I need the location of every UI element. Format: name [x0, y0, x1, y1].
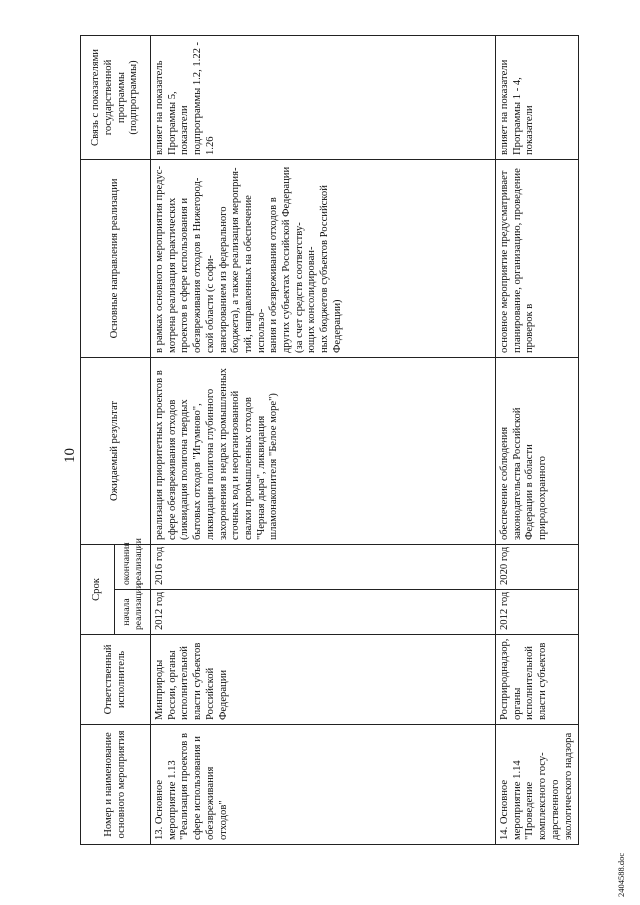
- cell-num-name: [151, 725, 496, 845]
- cell-result: реализация приоритетных проектов в сфере обезвреживания отходов (ликвидация полигона твердых бытовых отходов "Игумново", ликвидация полигона глубинного захоронения в недрах промышленных сточных вод и неорганизованной свалки промышленных отходов "Черная дыра", ликвидация шламонакопителя "Белое море"): [151, 358, 496, 545]
- row-number: 13.: [154, 826, 165, 840]
- row-number: 14.: [499, 826, 510, 840]
- cell-end: 2016 год: [151, 545, 496, 590]
- header-result: Ожидаемый результат: [81, 358, 151, 545]
- page-number: 10: [62, 448, 78, 463]
- header-term-end: окончания реализации: [115, 545, 151, 590]
- header-directions: Основные направления реализации: [81, 160, 151, 358]
- header-term: Срок: [81, 545, 115, 635]
- cell-num-name: [496, 725, 579, 845]
- cell-link: влияет на показатели Программы 1 - 4, показатели: [496, 36, 579, 160]
- header-term-start: начала реализации: [115, 590, 151, 635]
- cell-directions: в рамках основного мероприятия предус- мотрена реализация практических проектов в сфере использования и обезвреживания отходов в Нижегород- ской области (с софи- нансированием из федерального бюджета), а также реализация мероприя- тий, направленных на обеспечение использо- вания и обезвреживания отходов в других субъектах Российской Федерации (за счет средств соответству- ющих консолидирован- ных бюджетов субъектов Российской Федерации): [151, 160, 496, 358]
- cell-result: обеспечение соблюдения законодательства Российской Федерации в области природоохранного: [496, 358, 579, 545]
- table-row: [151, 36, 496, 845]
- cell-executor: Минприроды России, органы исполнительной власти субъектов Российской Федерации: [151, 635, 496, 725]
- cell-end: 2020 год: [496, 545, 579, 590]
- cell-start: 2012 год: [496, 590, 579, 635]
- header-num-name: Номер и наименование основного мероприятия: [81, 725, 151, 845]
- event-name: Основное мероприятие 1.13 "Реализация проектов в сфере использования и обезвреживания отходов": [154, 733, 229, 840]
- event-name: Основное мероприятие 1.14 "Проведение комплексного госу- дарственного экологического надзора: [499, 732, 574, 840]
- events-table: [80, 35, 579, 845]
- cell-link: влияет на показатель Программы 5, показатели подпрограммы 1.2, 1.22 - 1.26: [151, 36, 496, 160]
- header-link: Связь с показателями государственной программы (подпрограммы): [81, 36, 151, 160]
- cell-directions: основное мероприятие предусматривает планирование, организацию, проведение проверок в: [496, 160, 579, 358]
- cell-executor: Росприроднадзор, органы исполнительной власти субъектов: [496, 635, 579, 725]
- cell-start: 2012 год: [151, 590, 496, 635]
- file-name: 2404588.doc: [616, 852, 626, 897]
- header-executor: Ответственный исполнитель: [81, 635, 151, 725]
- table-row: [496, 36, 579, 845]
